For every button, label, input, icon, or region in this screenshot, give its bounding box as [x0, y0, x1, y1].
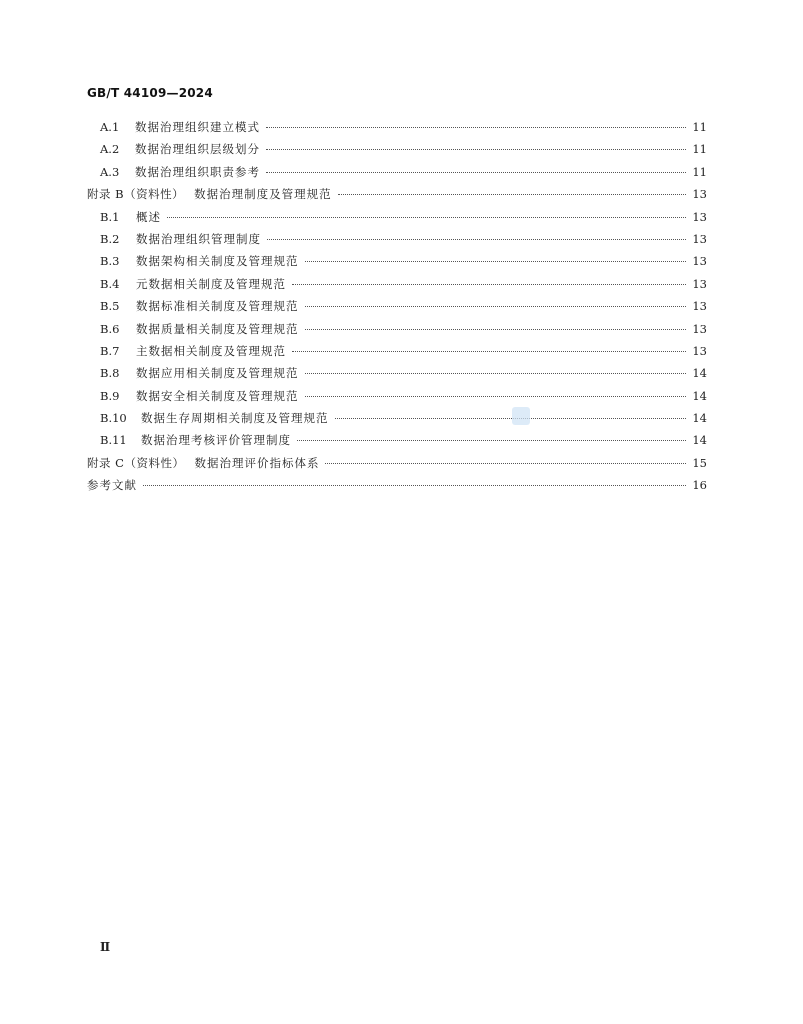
toc-entry-number: B.3: [100, 254, 120, 269]
leader-dots: [305, 395, 687, 397]
toc-entry-page: 13: [692, 254, 707, 269]
toc-entry-number: 附录 B（资料性）: [87, 187, 185, 202]
toc-entry-title: 数据标准相关制度及管理规范: [136, 299, 299, 314]
toc-entry-page: 14: [692, 366, 707, 381]
toc-entry[interactable]: [87, 161, 707, 183]
toc-entry-page: 14: [692, 433, 707, 448]
toc-entry-page: 13: [692, 343, 707, 358]
document-code: GB/T 44109—2024: [87, 86, 213, 100]
toc-entry-page: 14: [692, 388, 707, 403]
toc-entry-number: B.10: [100, 411, 127, 426]
toc-entry-title: 数据治理考核评价管理制度: [141, 433, 291, 448]
toc-entry-title: 元数据相关制度及管理规范: [136, 276, 286, 291]
leader-dots: [143, 484, 686, 486]
toc-entry-number: 附录 C（资料性）: [87, 455, 185, 470]
toc-entry[interactable]: [87, 295, 707, 317]
toc-entry-title: 数据治理组织管理制度: [136, 231, 261, 246]
toc-entry-page: 13: [692, 231, 707, 246]
toc-entry-number: B.7: [100, 343, 120, 358]
toc-entry-title: 数据应用相关制度及管理规范: [136, 366, 299, 381]
toc-entry-page: 11: [692, 142, 707, 157]
toc-entry-page: 11: [692, 164, 707, 179]
toc-entry-title: 概述: [136, 209, 161, 224]
toc-entry-number: A.2: [100, 142, 120, 157]
toc-entry[interactable]: [87, 385, 707, 407]
toc-entry-title: 数据治理组织建立模式: [135, 120, 260, 134]
toc-entry-number: B.9: [100, 388, 120, 403]
toc-entry-annex-c[interactable]: [87, 452, 707, 474]
toc-entry[interactable]: [87, 318, 707, 340]
toc-entry[interactable]: [87, 116, 707, 138]
toc-entry-number: B.6: [100, 321, 120, 336]
toc-entry-title: 数据治理制度及管理规范: [194, 187, 332, 202]
leader-dots: [266, 171, 686, 173]
toc-entry-title: 数据生存周期相关制度及管理规范: [141, 411, 329, 426]
leader-dots: [266, 148, 686, 150]
toc-entry-title: 参考文献: [87, 478, 137, 493]
toc-entry-annex-b[interactable]: [87, 183, 707, 205]
toc-entry[interactable]: [87, 429, 707, 451]
toc-entry[interactable]: [87, 407, 707, 429]
toc-entry[interactable]: [87, 340, 707, 362]
toc-entry-number: B.8: [100, 366, 120, 381]
toc-entry[interactable]: [87, 250, 707, 272]
leader-dots: [335, 417, 687, 419]
leader-dots: [305, 305, 687, 307]
toc-entry-title: 主数据相关制度及管理规范: [136, 343, 286, 358]
toc-entry-number: B.2: [100, 231, 120, 246]
leader-dots: [292, 350, 686, 352]
toc-entry-bibliography[interactable]: [87, 474, 707, 496]
toc-entry-title: 数据质量相关制度及管理规范: [136, 321, 299, 336]
toc-entry-title: 数据治理组织层级划分: [135, 142, 260, 157]
leader-dots: [267, 238, 686, 240]
leader-dots: [305, 328, 687, 330]
toc-entry-number: B.11: [100, 433, 127, 448]
toc-entry[interactable]: [87, 228, 707, 250]
toc-entry-title: 数据安全相关制度及管理规范: [136, 388, 299, 403]
table-of-contents: [87, 116, 707, 497]
leader-dots: [266, 126, 686, 128]
toc-entry[interactable]: [87, 206, 707, 228]
toc-entry-page: 13: [692, 299, 707, 314]
leader-dots: [305, 260, 687, 262]
toc-entry-page: 15: [692, 455, 707, 470]
toc-entry-page: 13: [692, 321, 707, 336]
leader-dots: [292, 283, 686, 285]
toc-entry[interactable]: [87, 362, 707, 384]
toc-entry-number: B.1: [100, 209, 120, 224]
leader-dots: [167, 216, 686, 218]
toc-entry[interactable]: [87, 138, 707, 160]
watermark-icon: [512, 407, 530, 425]
toc-entry-number: B.4: [100, 276, 120, 291]
leader-dots: [325, 462, 686, 464]
toc-entry-title: 数据治理评价指标体系: [194, 455, 320, 470]
page-number: Ⅱ: [100, 940, 111, 954]
leader-dots: [305, 372, 687, 374]
leader-dots: [297, 439, 686, 441]
toc-entry-title: 数据治理组织职责参考: [135, 164, 260, 179]
toc-entry-page: 11: [692, 120, 707, 134]
toc-entry-page: 13: [692, 276, 707, 291]
toc-entry-number: A.3: [100, 164, 120, 179]
toc-entry-page: 13: [692, 187, 707, 202]
toc-entry-number: B.5: [100, 299, 120, 314]
toc-entry-title: 数据架构相关制度及管理规范: [136, 254, 299, 269]
toc-entry-page: 13: [692, 209, 707, 224]
toc-entry[interactable]: [87, 273, 707, 295]
leader-dots: [338, 193, 687, 195]
toc-entry-page: 14: [692, 411, 707, 426]
toc-entry-number: A.1: [100, 120, 120, 134]
toc-entry-page: 16: [692, 478, 707, 493]
